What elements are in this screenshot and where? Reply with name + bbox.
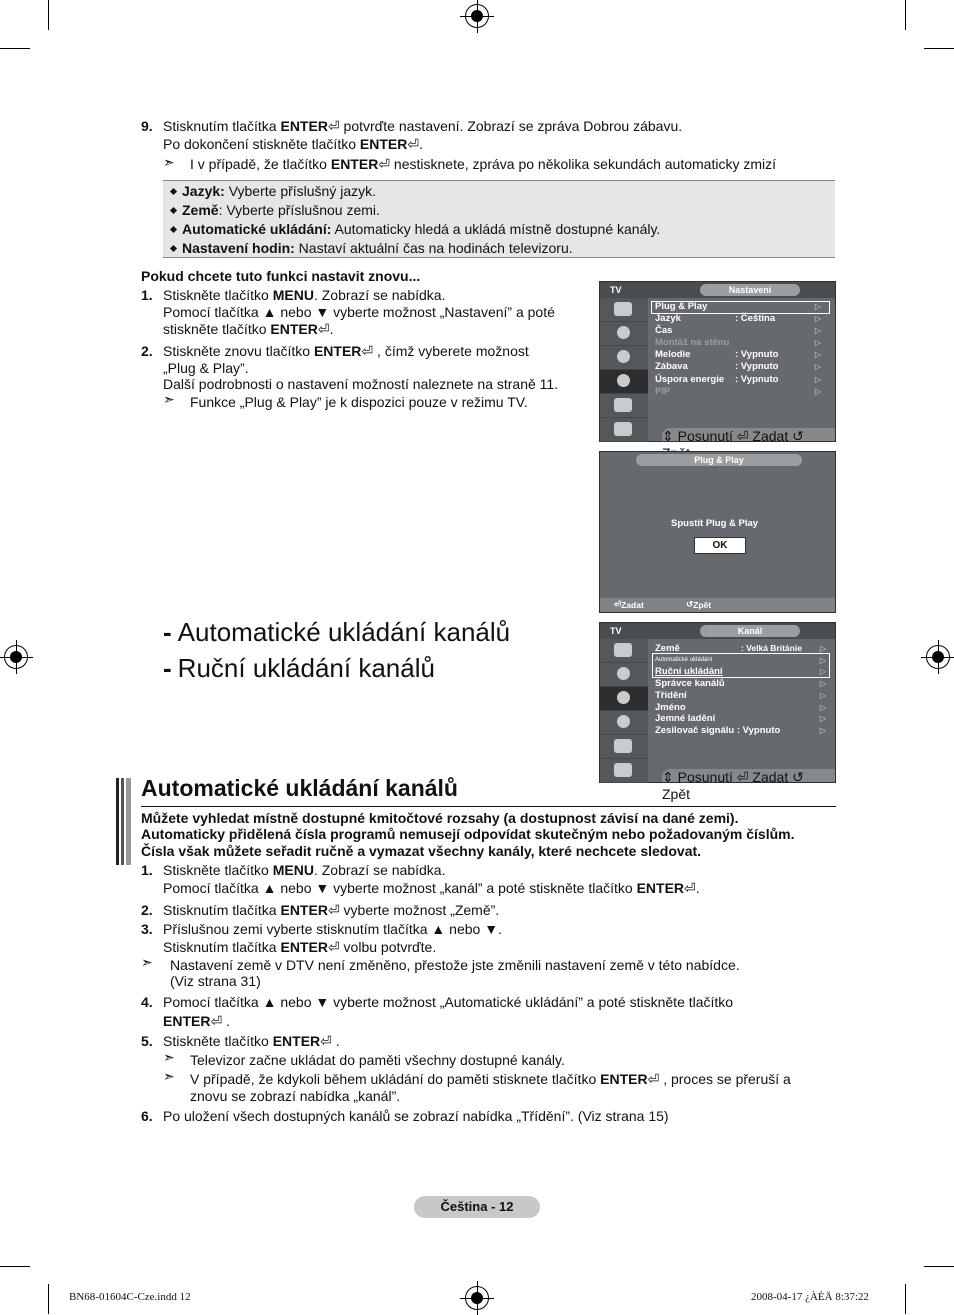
step-number: 1. [141, 287, 153, 303]
sound-icon [600, 322, 648, 346]
arrow-right-icon: ▷ [814, 314, 821, 323]
tv-menu-item-fine-tune[interactable]: Jemné ladění [655, 713, 716, 724]
step-number: 6. [141, 1108, 153, 1124]
registration-mark-icon [4, 645, 28, 669]
tv-footer [662, 769, 835, 802]
section-note-3-line2: znovu se zobrazí nabídka „kanál”. [190, 1088, 401, 1104]
info-label: Automatické ukládání: [182, 221, 332, 237]
text: Stisknutím tlačítka [163, 118, 281, 134]
enter-key-label: ENTER [270, 321, 318, 337]
crop-mark [48, 1284, 49, 1314]
tv-screen-setup-menu [599, 281, 836, 442]
enter-key-label: ENTER [359, 136, 408, 152]
enter-icon: ⏎ [361, 343, 374, 359]
tv-footer-enter: ⏎ Zadat [736, 769, 789, 785]
print-file-info: BN68-01604C-Cze.indd 12 [69, 1291, 191, 1303]
title-text: Ruční ukládání kanálů [177, 653, 435, 683]
step-9-note [190, 156, 776, 173]
enter-key-label: ENTER [600, 1071, 648, 1087]
enter-key-label: ENTER [272, 1033, 321, 1049]
section-note-1-line1: Nastavení země v DTV není změněno, přestože jste změnili nastavení země v této nabídce. [170, 957, 740, 973]
arrow-right-icon: ▷ [814, 350, 821, 359]
crop-mark [905, 0, 906, 30]
text: , proces se přeruší a [659, 1071, 791, 1087]
tv-menu-item-plug-play[interactable]: Plug & Play [655, 301, 708, 312]
note-arrow-icon: ➣ [141, 954, 153, 970]
reset-step-2-line3: Další podrobnosti o nastavení možností naleznete na straně 11. [163, 376, 559, 392]
info-row-country [171, 202, 380, 219]
tv-menu-title: Nastavení [700, 284, 800, 296]
enter-icon: ⏎ [327, 902, 340, 918]
enter-icon: ⏎ [210, 1013, 223, 1029]
tv-menu-item-language[interactable]: Jazyk [655, 313, 681, 324]
text: Po uložení všech dostupných kanálů se zobrazí nabídka „Třídění”. (Viz strana 15) [163, 1108, 669, 1124]
tv-menu-value: : Vypnuto [735, 349, 779, 360]
tv-menu-value: : Čeština [735, 313, 776, 324]
tv-footer [662, 428, 835, 444]
text: Stiskněte tlačítko [163, 862, 273, 878]
text: . Zobrazí se nabídka. [313, 287, 446, 303]
tv-menu-value: : Vypnuto [735, 374, 779, 385]
arrow-right-icon: ▷ [819, 703, 826, 712]
tv-footer-back: ↺ Zpět [662, 769, 804, 802]
info-box [163, 180, 835, 258]
enter-key-label: ENTER [280, 118, 328, 134]
tv-screen-plug-play [599, 451, 836, 613]
text: V případě, že kdykoli během ukládání do paměti stisknete tlačítko [190, 1071, 601, 1087]
picture-icon [600, 298, 648, 322]
section-rule [141, 806, 836, 807]
tv-menu-item-entertainment[interactable]: Zábava [655, 361, 688, 372]
info-row-language [171, 183, 376, 200]
arrow-right-icon: ▷ [814, 387, 821, 396]
text: nestisknete, zpráva po několika sekundách automaticky zmizí [390, 156, 777, 172]
menu-key-label: MENU [272, 287, 314, 303]
tv-footer-enter: ⏎ Zadat [736, 428, 789, 444]
bullet-icon [170, 207, 177, 214]
step-number: 9. [141, 118, 153, 134]
arrow-right-icon: ▷ [819, 691, 826, 700]
arrow-right-icon: ▷ [814, 338, 821, 347]
arrow-right-icon: ▷ [819, 714, 826, 723]
enter-icon: ⏎ [378, 156, 391, 172]
bullet-icon [170, 188, 177, 195]
enter-key-label: ENTER [280, 939, 328, 955]
arrow-right-icon: ▷ [819, 644, 826, 653]
section-step-2 [141, 902, 499, 919]
text: . [329, 321, 334, 337]
crop-mark [48, 0, 49, 30]
text: Stiskněte tlačítko [163, 287, 273, 303]
tv-footer-back: ↺ [792, 428, 804, 444]
enter-icon: ⏎ [647, 1071, 660, 1087]
reset-step-1-line1 [141, 287, 445, 304]
tv-footer-back: ↺ Zpět [686, 599, 712, 610]
text: Stisknutím tlačítka [163, 939, 281, 955]
reset-note: Funkce „Plug & Play” je k dispozici pouze v režimu TV. [190, 394, 528, 410]
registration-mark-icon [465, 1286, 489, 1310]
text: . [419, 136, 423, 152]
application-icon [600, 418, 648, 442]
text: . [222, 1013, 230, 1029]
arrow-right-icon: ▷ [814, 362, 821, 371]
step-number: 5. [141, 1033, 153, 1049]
setup-gear-icon [600, 370, 648, 394]
info-text: Nastaví aktuální čas na hodinách televizoru. [294, 240, 573, 256]
ok-button[interactable]: OK [694, 537, 746, 554]
info-label: Země [182, 202, 219, 218]
step-9-line1 [141, 118, 682, 135]
info-row-auto-store [171, 221, 660, 238]
tv-menu-item-melody[interactable]: Melodie [655, 349, 691, 360]
tv-tag: TV [610, 285, 622, 295]
menu-key-label: MENU [272, 862, 314, 878]
tv-menu-item-manual-store[interactable]: Ruční ukládání [655, 666, 723, 677]
arrow-right-icon: ▷ [814, 326, 821, 335]
tv-menu-item-sort[interactable]: Třídění [655, 690, 687, 701]
note-arrow-icon: ➣ [163, 391, 175, 407]
arrow-right-icon: ▷ [819, 667, 826, 676]
text: volbu potvrďte. [339, 939, 437, 955]
info-text: Vyberte příslušný jazyk. [224, 183, 377, 199]
note-arrow-icon: ➣ [163, 1049, 175, 1065]
text: Stiskněte tlačítko [163, 1033, 273, 1049]
sound-icon [600, 663, 648, 687]
tv-menu-item-time[interactable]: Čas [655, 325, 673, 336]
section-note-2: Televizor začne ukládat do paměti všechny dostupné kanály. [190, 1052, 565, 1068]
tv-side-icons [600, 298, 648, 442]
input-icon [600, 394, 648, 418]
setup-gear-icon [600, 711, 648, 735]
tv-menu-value: : Velká Británie [741, 643, 802, 653]
title-dash: - [163, 653, 172, 683]
tv-menu-title: Kanál [700, 625, 800, 637]
text: Stiskněte znovu tlačítko [163, 343, 314, 359]
print-timestamp: 2008-04-17 ¿ÀÈÄ 8:37:22 [751, 1291, 869, 1303]
reset-step-1-line2: Pomocí tlačítka ▲ nebo ▼ vyberte možnost „Nastavení” a poté [163, 304, 555, 320]
tv-footer-move: ⇕ Posunutí [662, 769, 733, 785]
big-title-auto-store [163, 617, 510, 647]
reset-step-2-line2: „Plug & Play”. [163, 360, 249, 376]
arrow-right-icon: ▷ [819, 726, 826, 735]
enter-key-label: ENTER [280, 902, 328, 918]
text: Příslušnou zemi vyberte stisknutím tlačítka ▲ nebo ▼. [163, 921, 502, 937]
info-label: Nastavení hodin: [182, 240, 295, 256]
enter-icon: ⏎ [320, 1033, 332, 1049]
tv-menu-title: Plug & Play [636, 454, 802, 466]
section-intro-2: Automaticky přidělená čísla programů nemusejí odpovídat skutečným nebo požadovaným číslům. [141, 826, 795, 842]
registration-mark-icon [465, 4, 489, 28]
tv-menu-item-energy-saving[interactable]: Úspora energie [655, 374, 725, 385]
section-step-4-line1 [141, 994, 733, 1011]
tv-menu-item-channel-manager[interactable]: Správce kanálů [655, 678, 725, 689]
enter-key-label: ENTER [313, 343, 362, 359]
text: . Zobrazí se nabídka. [313, 862, 446, 878]
tv-menu-value: : Vypnuto [735, 361, 779, 372]
enter-icon: ⏎ [684, 880, 696, 896]
reset-step-2-line1 [141, 343, 529, 360]
crop-mark [924, 1266, 954, 1267]
arrow-right-icon: ▷ [819, 656, 826, 665]
enter-icon: ⏎ [407, 136, 420, 152]
info-text: Automaticky hledá a ukládá místně dostupné kanály. [331, 221, 661, 237]
info-label: Jazyk: [182, 183, 225, 199]
tv-message: Spustit Plug & Play [671, 518, 759, 529]
section-note-1-line2: (Viz strana 31) [170, 973, 261, 989]
title-dash: - [163, 617, 172, 647]
channel-icon [600, 687, 648, 711]
step-number: 1. [141, 862, 153, 878]
reset-step-1-line3 [163, 321, 333, 338]
step-number: 2. [141, 343, 153, 359]
crop-mark [0, 48, 30, 49]
text: Po dokončení stiskněte tlačítko [163, 136, 360, 152]
section-step-1-line2 [163, 880, 700, 897]
tv-screen-channel-menu [599, 622, 836, 802]
text: Stisknutím tlačítka [163, 902, 281, 918]
section-step-4-line2 [163, 1013, 230, 1030]
tv-tag: TV [610, 626, 622, 636]
picture-icon [600, 639, 648, 663]
tv-menu-item-signal-booster[interactable]: Zesilovač signálu : Vypnuto [655, 725, 781, 736]
section-step-6 [141, 1108, 669, 1125]
section-step-3-line1 [141, 921, 502, 938]
tv-side-icons [600, 639, 648, 783]
text: Pomocí tlačítka ▲ nebo ▼ vyberte možnost „kanál” a poté stiskněte tlačítko [163, 880, 637, 896]
text: . [695, 880, 700, 896]
arrow-right-icon: ▷ [814, 375, 821, 384]
text: Pomocí tlačítka ▲ nebo ▼ vyberte možnost „Automatické ukládání” a poté stiskněte tlačítko [163, 994, 734, 1010]
tv-menu-item-country[interactable]: Země [655, 643, 680, 654]
text: . [331, 1033, 340, 1049]
tv-menu-item-name[interactable]: Jméno [655, 702, 686, 713]
big-title-manual-store [163, 653, 435, 683]
info-text: : Vyberte příslušnou zemi. [218, 202, 380, 218]
input-icon [600, 735, 648, 759]
text: vyberte možnost „Země”. [339, 902, 500, 918]
section-step-3-line2 [163, 939, 436, 956]
text: , čímž vyberete možnost [373, 343, 529, 359]
application-icon [600, 759, 648, 783]
step-number: 2. [141, 902, 153, 918]
text: potvrďte nastavení. Zobrazí se zpráva Dobrou zábavu. [339, 118, 683, 134]
enter-key-label: ENTER [636, 880, 685, 896]
section-title: Automatické ukládání kanálů [141, 775, 458, 801]
tv-menu-item-wall-mount: Montáž na stěnu [655, 337, 730, 348]
bullet-icon [170, 245, 177, 252]
section-note-3-line1 [190, 1071, 791, 1088]
arrow-right-icon: ▷ [814, 302, 821, 311]
enter-key-label: ENTER [163, 1013, 211, 1029]
info-row-clock [171, 240, 573, 257]
tv-footer-move: ⇕ Posunutí [662, 428, 733, 444]
section-side-bar [116, 778, 131, 865]
enter-icon: ⏎ [327, 939, 340, 955]
crop-mark [905, 1284, 906, 1314]
section-intro-1: Můžete vyhledat místně dostupné kmitočtové rozsahy (a dostupnost závisí na dané zemi). [141, 810, 739, 826]
note-arrow-icon: ➣ [163, 1068, 175, 1084]
enter-icon: ⏎ [317, 321, 330, 337]
title-text: Automatické ukládání kanálů [177, 617, 511, 647]
crop-mark [0, 1266, 30, 1267]
enter-icon: ⏎ [327, 118, 340, 134]
crop-mark [924, 48, 954, 49]
bullet-icon [170, 226, 177, 233]
step-9-line2 [163, 136, 423, 153]
tv-footer-enter: ⏎ Zadat [614, 599, 644, 610]
note-arrow-icon: ➣ [163, 154, 175, 170]
registration-mark-icon [926, 645, 950, 669]
text: stiskněte tlačítko [163, 321, 271, 337]
text: I v případě, že tlačítko [190, 156, 331, 172]
arrow-right-icon: ▷ [819, 679, 826, 688]
tv-footer [600, 598, 835, 612]
section-step-1-line1 [141, 862, 445, 879]
reset-heading: Pokud chcete tuto funkci nastavit znovu... [141, 268, 421, 284]
step-number: 3. [141, 921, 153, 937]
section-step-5 [141, 1033, 340, 1050]
step-number: 4. [141, 994, 153, 1010]
page-number-badge: Čeština - 12 [414, 1196, 540, 1218]
enter-key-label: ENTER [330, 156, 379, 172]
channel-icon [600, 346, 648, 370]
tv-menu-item-auto-store[interactable]: Automatické ukládání [655, 657, 713, 663]
tv-menu-item-pip: PIP [655, 386, 671, 397]
section-intro-3: Čísla však můžete seřadit ručně a vymazat všechny kanály, které nechcete sledovat. [141, 843, 702, 859]
